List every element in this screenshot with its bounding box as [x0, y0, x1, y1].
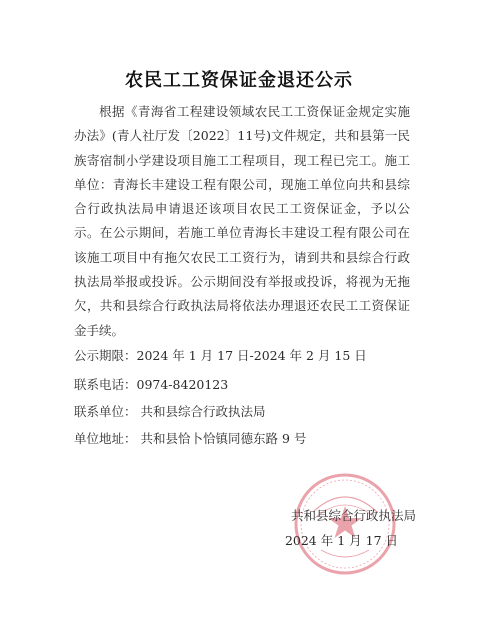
document-body: 根据《青海省工程建设领域农民工工资保证金规定实施办法》(青人社厅发〔2022〕11号)文件规定，共和县第一民族寄宿制小学建设项目施工工程项目，现工程已完工。施工单位：青海长丰建设工程有限公司，现施工单位向共和县综合行政执法局申请退还该项目农民工工资保证金，予以公示。在公示期间，若施工单位青海长丰建设工程有限公司在该施工项目中有拖欠农民工工资行为，请到共和县综合行政执法局举报或投诉。公示期间没有举报或投诉，将视为无拖欠，共和县综合行政执法局将依法办理退还农民工工资保证金手续。: [74, 104, 410, 338]
official-seal-icon: [293, 472, 397, 576]
signature-organization: 共和县综合行政执法局: [290, 508, 416, 523]
contact-unit: 联系单位： 共和县综合行政执法局: [74, 404, 266, 419]
signature-date: 2024 年 1 月 17 日: [284, 533, 398, 548]
contact-phone: 联系电话：0974-8420123: [74, 377, 229, 392]
unit-address: 单位地址： 共和县恰卜恰镇同德东路 9 号: [74, 431, 307, 446]
notice-period: 公示期限：2024 年 1 月 17 日-2024 年 2 月 15 日: [74, 348, 367, 363]
document-title: 农民工工资保证金退还公示: [125, 70, 353, 91]
